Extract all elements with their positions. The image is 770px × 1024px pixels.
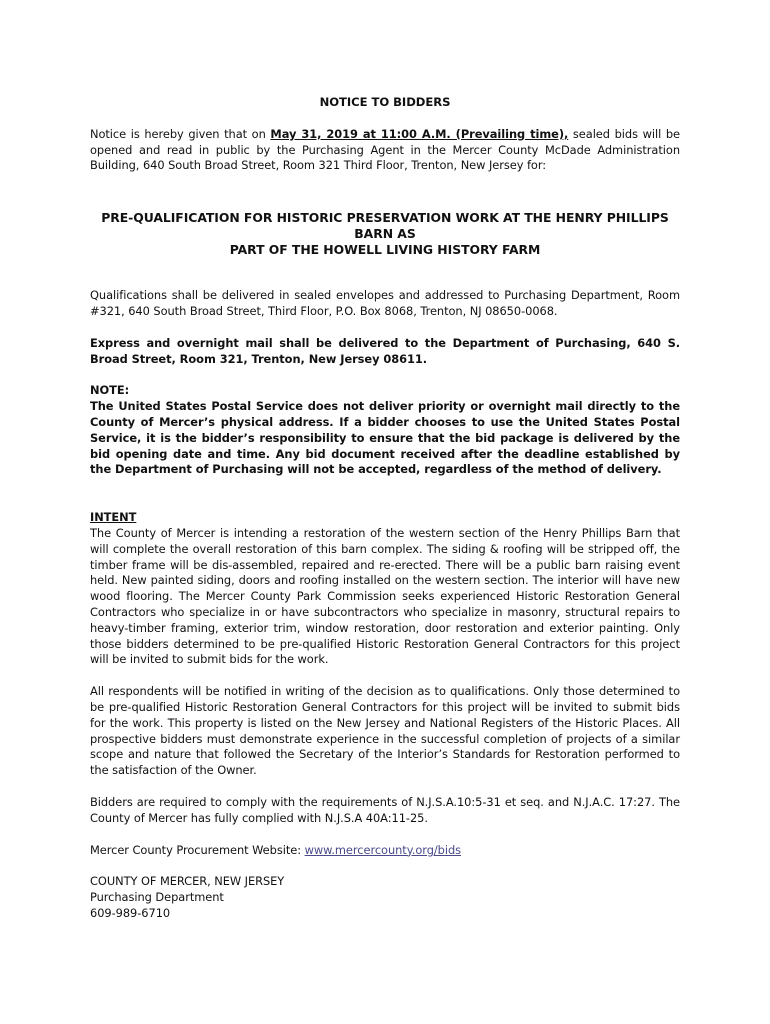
signature-phone: 609-989-6710 bbox=[90, 905, 171, 920]
project-headline bbox=[90, 210, 680, 258]
notice-body bbox=[90, 88, 680, 922]
signature-block bbox=[90, 874, 680, 921]
intent-paragraph: The County of Mercer is intending a restoration of the western section of the Henry Phillips Barn that will complete the overall restoration of this barn complex. The siding & roofing will be stripped off, the timber frame will be dis-assembled, repaired and re-erected. There will be a public barn raising event held. New painted siding, doors and roofing installed on the western section. The interior will have new wood flooring. The Mercer County Park Commission seeks experienced Historic Restoration General Contractors who specialize in or have subcontractors who specialize in masonry, structural repairs to heavy-timber framing, exterior trim, window restoration, door restoration and exterior painting. Only those bidders determined to be pre-qualified Historic Restoration General Contractors for this project will be invited to submit bids for the work. bbox=[90, 525, 680, 667]
signature-department: Purchasing Department bbox=[90, 890, 224, 905]
respondents-paragraph: All respondents will be notified in writing of the decision as to qualifications. Only those determined to be pre-qualified Historic Restoration General Contractors for this project will be invited to submit bids for the work. This property is listed on the New Jersey and National Registers of the Historic Places. All prospective bidders must demonstrate experience in the successful completion of projects of a similar scope and nature that followed the Secretary of the Interior’s Standards for Restoration performed to the satisfaction of the Owner. bbox=[90, 684, 680, 778]
express-mail-paragraph: Express and overnight mail shall be delivered to the Department of Purchasing, 640 S. Broad Street, Room 321, Trenton, New Jersey 08611. bbox=[90, 335, 680, 366]
headline-line-1: PRE-QUALIFICATION FOR HISTORIC PRESERVATION WORK AT THE HENRY PHILLIPS BARN AS bbox=[101, 210, 669, 242]
procurement-website-link[interactable]: www.mercercounty.org/bids bbox=[304, 842, 462, 857]
website-label: Mercer County Procurement Website: bbox=[90, 842, 305, 857]
note-label: NOTE: bbox=[90, 383, 130, 398]
intent-heading: INTENT bbox=[90, 510, 137, 525]
bid-opening-date: May 31, 2019 at 11:00 A.M. (Prevailing time), bbox=[270, 126, 569, 141]
note-paragraph: The United States Postal Service does not deliver priority or overnight mail directly to the County of Mercer’s physical address. If a bidder chooses to use the United States Postal Service, it is the bidder’s responsibility to ensure that the bid package is delivered by the bid opening date and time. Any bid document received after the deadline established by the Department of Purchasing will not be accepted, regardless of the method of delivery. bbox=[90, 399, 680, 477]
signature-county: COUNTY OF MERCER, NEW JERSEY bbox=[90, 874, 285, 889]
intro-pre: Notice is hereby given that on bbox=[90, 126, 271, 141]
intro-post: sealed bids will be opened and read in public by the Purchasing Agent in the Mercer County McDade Administration Building, 640 South Broad Street, Room 321 Third Floor, Trenton, New Jersey for: bbox=[90, 126, 680, 173]
headline-line-2: PART OF THE HOWELL LIVING HISTORY FARM bbox=[229, 242, 541, 258]
intro-paragraph bbox=[90, 127, 680, 174]
compliance-paragraph: Bidders are required to comply with the requirements of N.J.S.A.10:5-31 et seq. and N.J.A.C. 17:27. The County of Mercer has fully complied with N.J.S.A 40A:11-25. bbox=[90, 794, 680, 825]
qualifications-paragraph: Qualifications shall be delivered in sealed envelopes and addressed to Purchasing Department, Room #321, 640 South Broad Street, Third Floor, P.O. Box 8068, Trenton, NJ 08650-0068. bbox=[90, 288, 680, 318]
website-line bbox=[90, 843, 680, 859]
notice-title: NOTICE TO BIDDERS bbox=[319, 95, 451, 109]
